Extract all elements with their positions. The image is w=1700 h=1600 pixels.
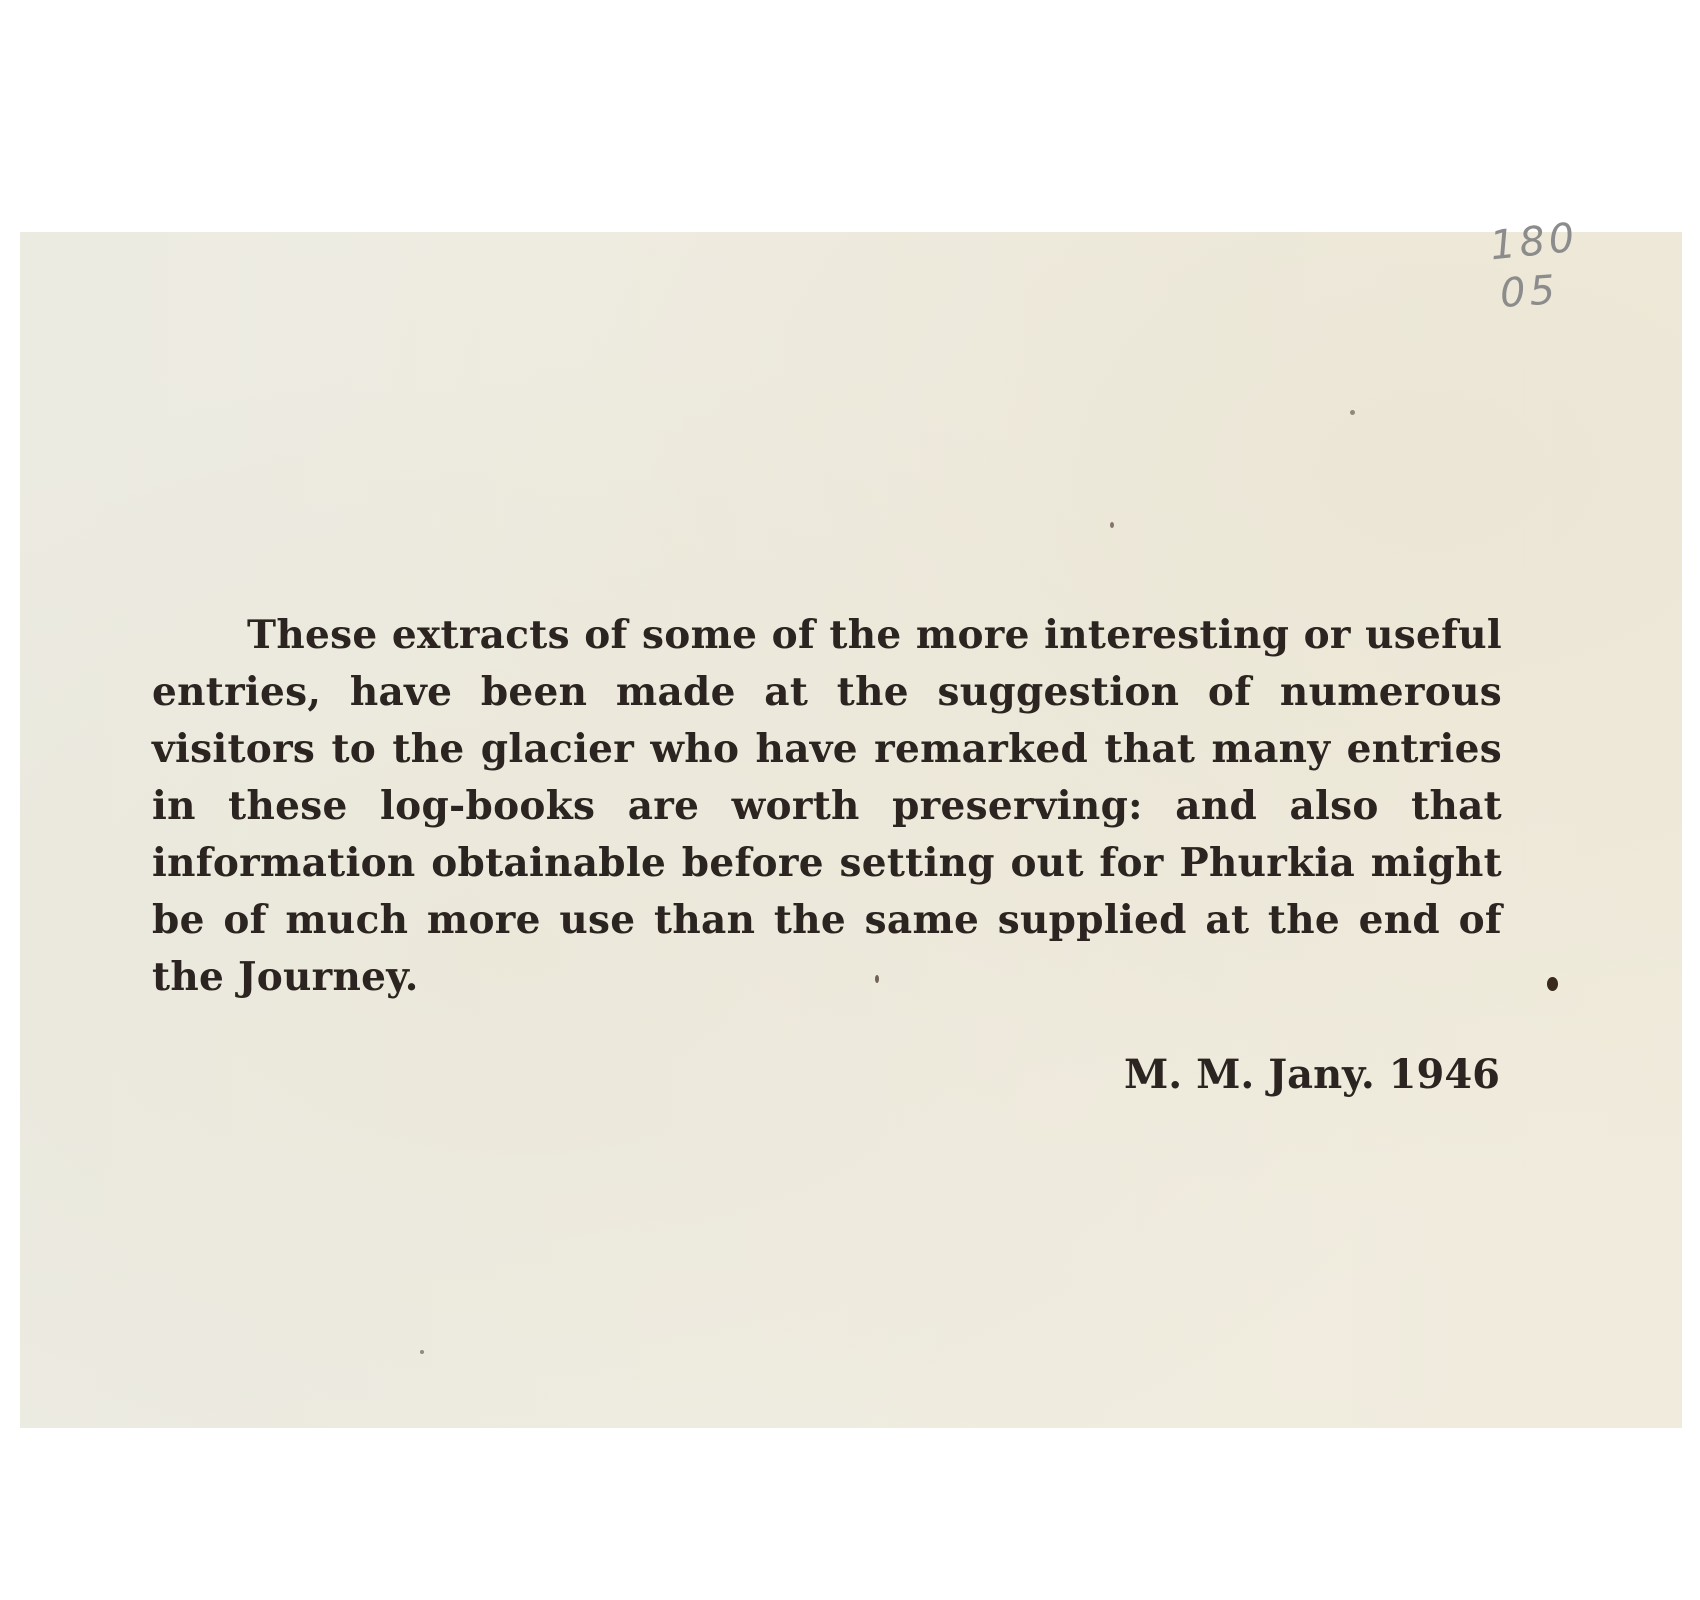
ink-speck (1350, 410, 1355, 415)
ink-speck (1110, 522, 1114, 528)
preface-paragraph: These extracts of some of the more interesting or useful entries, have been made at the suggestion of numerous visitors to the glacier who have remarked that many entries in these log-books are worth preserving: and also that information obtainable before setting out for Phurkia might be of much more use than the same supplied at the end of the Journey. (152, 612, 1502, 1000)
signature-line: M. M. Jany. 1946 (1123, 1051, 1500, 1098)
pencil-note-bottom: 05 (1498, 267, 1561, 317)
document-page (20, 214, 1682, 1428)
pencil-note-top: 180 (1487, 214, 1581, 270)
ink-speck (420, 1350, 424, 1354)
ink-speck (1547, 977, 1558, 991)
